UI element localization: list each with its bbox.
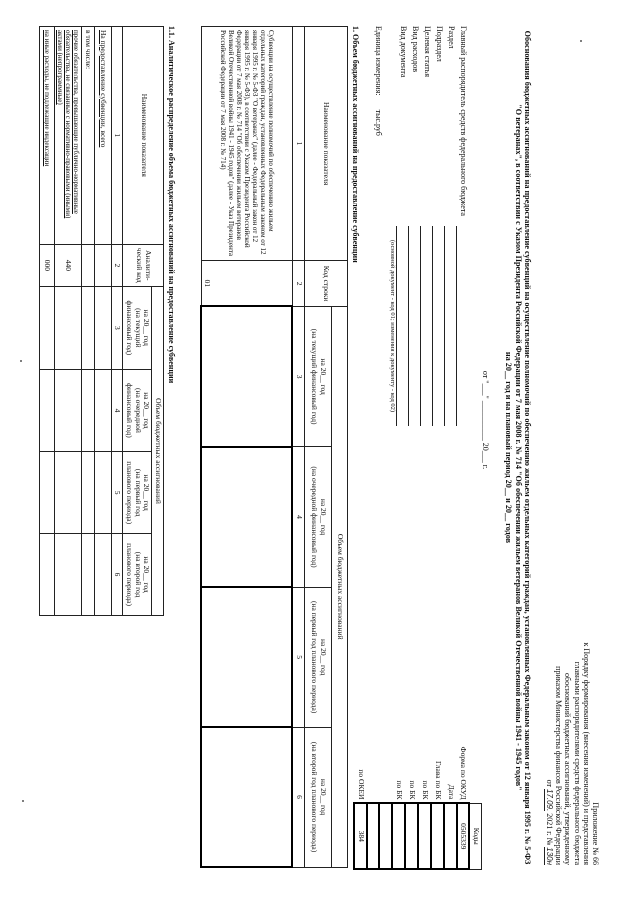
value-cell [94, 452, 111, 534]
appendix-number: Приложение № 66 [591, 802, 600, 865]
code-row-label: по БК [407, 780, 417, 800]
value-cell [39, 534, 54, 616]
code-cell [418, 803, 431, 869]
section1-table [200, 26, 348, 868]
code-cell [392, 803, 405, 869]
document-title: Обоснования бюджетных ассигнований на предоставление субвенций на осуществление полномочий по обеспечению жильем отдельных категорий граждан, установленных Федеральным законом от 12 января 1995 г. № 5-ФЗ "О ветеранах", в соответствии с Указом Президента Российской Федерации от 7 мая 2008 г. № 714 "Об обеспечении жильем ветеранов Великой Отечественной войны 1941 - 1945 годов" на 20__ год и на плановый период 20__ и 20__ годов [504, 30, 532, 865]
appendix-line: к Порядку формирования (внесения изменений) и представления [581, 642, 591, 865]
value-cell [54, 452, 81, 534]
rotated-document [20, 20, 600, 875]
col-num: 5 [292, 587, 304, 727]
field-label: Главный распорядитель средств федерального бюджета [459, 26, 468, 216]
value-cell [39, 369, 54, 452]
col-year-current: на 20__ год (на текущий финансовый год) [305, 306, 332, 446]
section11-title: 1.1. Аналитическое распределение объема бюджетных ассигнований на предоставление субвенции [167, 26, 176, 384]
appendix-date: от 17.09. 2021 г. № 130н [545, 779, 555, 865]
col-name: Наименование показателя [123, 27, 164, 245]
col-num: 3 [292, 306, 304, 446]
value-cell [54, 287, 81, 370]
section1-title: 1. Объем бюджетных ассигнований на предоставление субвенции [351, 26, 360, 263]
code-row-label: по БК [394, 780, 404, 800]
field-label: Вид расходов [411, 26, 420, 72]
col-group: Объем бюджетных ассигнований [332, 306, 348, 867]
value-cell [39, 287, 54, 370]
field-line [420, 226, 432, 426]
field-line [432, 226, 444, 426]
row-code [94, 244, 111, 286]
row-name: прочие обязательства, превышающие публично-нормативные обязательства, не связанные с нормативно-правовыми (иными) актами (непрограммные) [54, 27, 81, 245]
form-code: 0505339 [457, 803, 470, 869]
codes-header: Коды [469, 803, 481, 869]
requisites-fields [373, 26, 468, 426]
section11-table [39, 26, 164, 616]
appendix-line: главными распорядителями средств федерального бюджета [572, 661, 582, 865]
col-year-plan1: на 20__ год (на первый год планового периода) [305, 587, 332, 727]
field-line [408, 226, 420, 426]
col-code: Аналити-ческий код [123, 244, 164, 286]
field-line [456, 226, 468, 426]
doc-type-note: (основной документ - код 01; изменения к документу - код 02) [389, 239, 396, 413]
code-row-label: по БК [420, 780, 430, 800]
col-year-current: на 20__ год (на текущий финансовый год) [123, 287, 152, 370]
form-label: Форма по ОКУД [459, 746, 469, 800]
value-cell [81, 287, 94, 370]
col-num: 6 [111, 534, 123, 616]
col-num: 2 [111, 244, 123, 286]
row-name: в том числе: [81, 27, 94, 245]
field-label: Вид документа [399, 26, 408, 78]
code-row-label [379, 710, 392, 803]
value-cell [201, 306, 292, 446]
code-cell [379, 803, 392, 869]
handwritten-date: 17.09. [545, 788, 555, 812]
col-num: 1 [111, 27, 123, 245]
unit-line: Единица измерения: тыс.руб [373, 26, 383, 136]
field-line [396, 226, 408, 426]
row-code: 01 [201, 261, 292, 307]
value-cell [94, 287, 111, 370]
handwritten-order-number: 130н [545, 847, 555, 865]
col-num: 4 [111, 369, 123, 452]
okei-label: по ОКЕИ [356, 769, 366, 800]
field-label: Раздел [447, 26, 456, 49]
col-group: Объем бюджетных ассигнований [152, 287, 164, 616]
value-cell [94, 534, 111, 616]
row-code [81, 244, 94, 286]
value-cell [81, 534, 94, 616]
value-cell [201, 587, 292, 727]
appendix-line: приказом Министерства финансов Российской Федерации [554, 666, 564, 865]
value-cell [201, 447, 292, 587]
col-num: 2 [292, 261, 304, 307]
appendix-line: обоснований бюджетных ассигнований, утвержденному [563, 673, 573, 865]
code-cell [444, 803, 457, 869]
col-year-next: на 20__ год (на очередной финансовый год) [305, 447, 332, 587]
col-num: 3 [111, 287, 123, 370]
row-code: 000 [39, 244, 54, 286]
col-num: 6 [292, 727, 304, 867]
col-year-plan1: на 20__ год (на первый год планового периода) [123, 452, 152, 534]
code-row-label: Глава по БК [433, 761, 443, 800]
row-name: на иные расходы, не подлежащие индексации [39, 27, 54, 245]
col-num: 4 [292, 447, 304, 587]
col-code: Код строки [305, 261, 348, 307]
value-cell [54, 534, 81, 616]
codes-block [353, 710, 482, 870]
field-label: Целевая статья [423, 26, 432, 78]
field-line [444, 226, 456, 426]
col-num: 5 [111, 452, 123, 534]
code-row-label: Дата [446, 784, 456, 800]
value-cell [94, 369, 111, 452]
appendix-header [545, 520, 600, 865]
code-cell [431, 803, 444, 869]
date-line: от "___" __________ 20___ г. [481, 370, 490, 470]
value-cell [54, 369, 81, 452]
col-num: 1 [292, 27, 304, 261]
code-cell [405, 803, 418, 869]
row-name: Субвенции на осуществление полномочий по обеспечению жильем отдельных категорий граждан, установленных Федеральным законом от 12 января 1995 г. № 5-ФЗ "О ветеранах" (далее - Федеральный закон от 12 января 1995 г. № 5-ФЗ), в соответствии с Указом Президента Российской Федерации от 7 мая 2008 г. № 714 "Об обеспечении жильем ветеранов Великой Отечественной войны 1941 - 1945 годов" (далее - Указ Президента Российской Федерации от 7 мая 2008 г. № 714) [201, 27, 292, 261]
code-cell [367, 803, 379, 869]
value-cell [39, 452, 54, 534]
row-name: На предоставление субвенции, всего [94, 27, 111, 245]
col-name: Наименование показателя [305, 27, 348, 261]
value-cell [81, 452, 94, 534]
value-cell [201, 727, 292, 867]
col-year-next: на 20__ год (на очередной финансовый год) [123, 369, 152, 452]
col-year-plan2: на 20__ год (на второй год планового периода) [123, 534, 152, 616]
col-year-plan2: на 20__ год (на второй год планового периода) [305, 727, 332, 867]
okei-code: 384 [354, 803, 367, 869]
row-code: 440 [54, 244, 81, 286]
field-label: Подраздел [435, 26, 444, 62]
value-cell [81, 369, 94, 452]
